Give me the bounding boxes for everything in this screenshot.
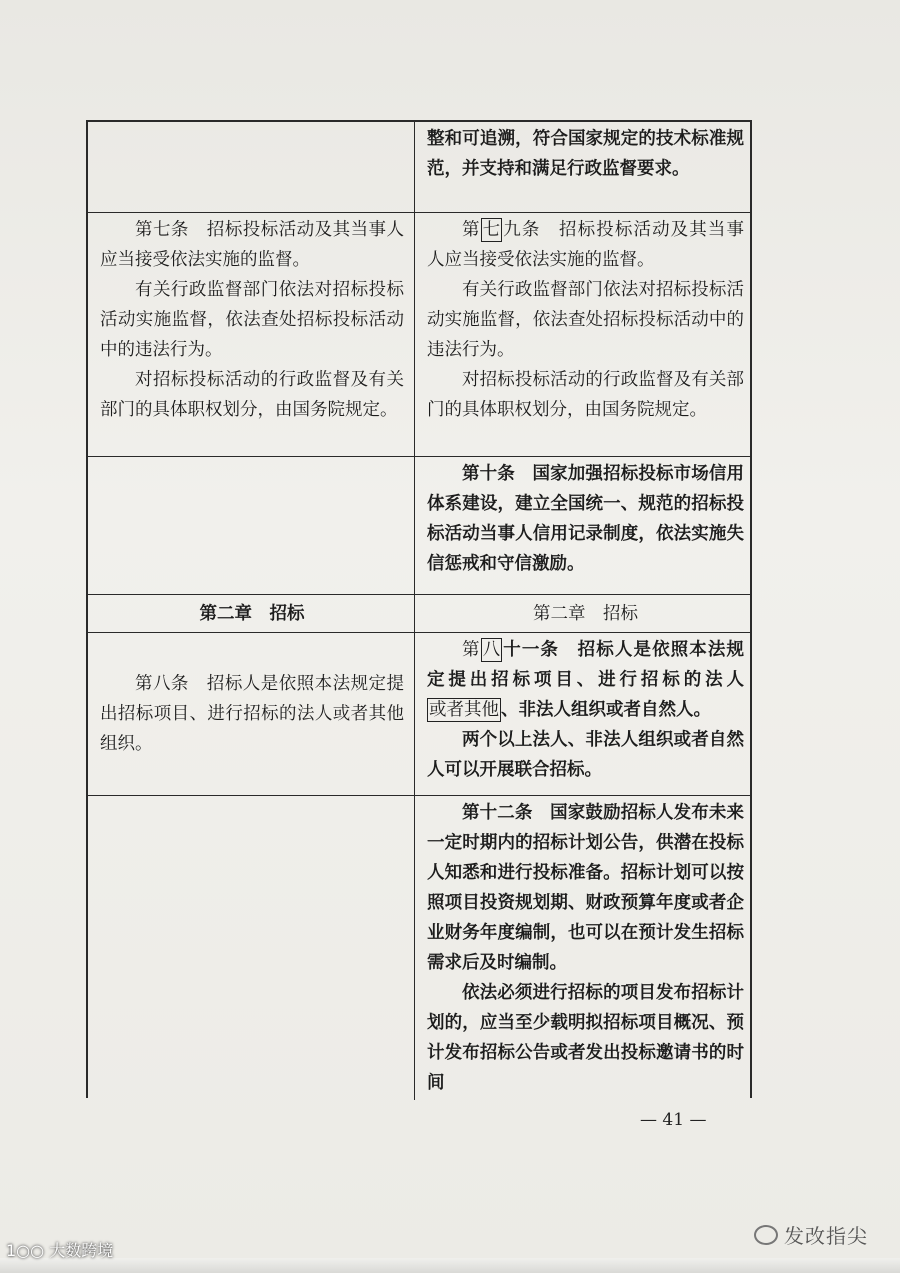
comparison-table <box>86 120 752 1098</box>
right-cell <box>415 213 750 456</box>
right-cell <box>415 633 750 795</box>
page-number: — 41 — <box>640 1110 707 1130</box>
watermark-source: 1○○ 大数跨境 <box>6 1241 114 1260</box>
table-row <box>88 457 750 595</box>
article-text: 整和可追溯，符合国家规定的技术标准规范，并支持和满足行政监督要求。 <box>427 129 744 179</box>
left-cell-empty <box>88 796 415 1100</box>
chapter-heading: 第二章 招标 <box>199 603 305 624</box>
left-cell-empty <box>88 457 415 594</box>
watermark-brand: 发改指尖 <box>754 1220 868 1249</box>
table-row <box>88 633 750 796</box>
article-9-para-2: 有关行政监督部门依法对招标投标活动实施监督，依法查处招标投标活动中的违法行为。 <box>427 280 744 360</box>
article-8-text: 第八条 招标人是依照本法规定提出招标项目、进行招标的法人或者其他组织。 <box>100 674 404 754</box>
article-12-para-1: 第十二条 国家鼓励招标人发布未来一定时期内的招标计划公告，供潜在投标人知悉和进行投标准备。招标计划可以按照项目投资规划期、财政预算年度或者企业财务年度编制，也可以在预计发生招标需求后及时编制。 <box>427 803 744 973</box>
revision-box: 八 <box>482 640 501 660</box>
left-cell <box>88 595 415 632</box>
article-11-para-1: 第 八 十一条 招标人是依照本法规定提出招标项目、进行招标的法人或者其他 、非法人组织或者自然人。 <box>427 640 745 720</box>
left-cell <box>88 213 415 456</box>
article-9-para-1: 第 七 九条 招标投标活动及其当事人应当接受依法实施的监督。 <box>427 220 745 270</box>
article-9-para-3: 对招标投标活动的行政监督及有关部门的具体职权划分，由国务院规定。 <box>427 370 744 420</box>
article-7-para-3: 对招标投标活动的行政监督及有关部门的具体职权划分，由国务院规定。 <box>100 370 404 420</box>
table-row <box>88 595 750 633</box>
right-cell <box>415 457 750 594</box>
article-11-para-2: 两个以上法人、非法人组织或者自然人可以开展联合招标。 <box>427 730 744 780</box>
chapter-heading: 第二章 招标 <box>533 603 638 624</box>
revision-box: 或者其他 <box>429 700 499 720</box>
page-edge <box>0 1258 900 1273</box>
article-10-text: 第十条 国家加强招标投标市场信用体系建设，建立全国统一、规范的招标投标活动当事人信用记录制度，依法实施失信惩戒和守信激励。 <box>427 464 744 574</box>
left-cell-empty <box>88 122 415 212</box>
right-cell <box>415 122 750 212</box>
article-12-para-2: 依法必须进行招标的项目发布招标计划的，应当至少载明拟招标项目概况、预计发布招标公告或者发出投标邀请书的时间 <box>427 983 744 1093</box>
table-row <box>88 213 750 457</box>
right-cell <box>415 595 750 632</box>
table-row <box>88 796 750 1100</box>
wechat-icon <box>754 1225 778 1245</box>
right-cell <box>415 796 750 1100</box>
article-7-para-1: 第七条 招标投标活动及其当事人应当接受依法实施的监督。 <box>100 220 404 270</box>
article-7-para-2: 有关行政监督部门依法对招标投标活动实施监督，依法查处招标投标活动中的违法行为。 <box>100 280 404 360</box>
table-row <box>88 122 750 213</box>
revision-box: 七 <box>482 220 501 240</box>
left-cell <box>88 633 415 795</box>
